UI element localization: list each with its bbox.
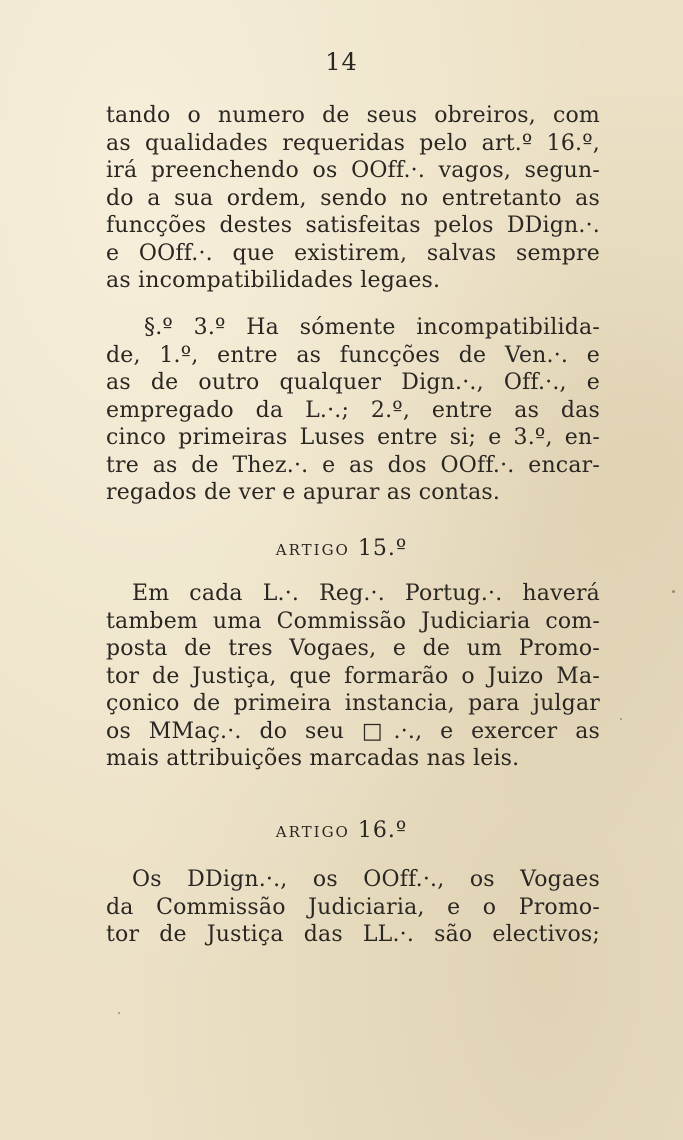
text-line: cinco primeiras Luses entre si; e 3.º, en-: [106, 425, 600, 450]
text-line: as qualidades requeridas pelo art.º 16.º,: [106, 130, 600, 156]
paragraph-continued: [106, 102, 600, 295]
paper-speck: [620, 718, 622, 720]
article-number: 15.º: [357, 536, 408, 561]
paper-speck: [672, 590, 675, 593]
text-line: do a sua ordem, sendo no entretanto as: [106, 185, 600, 211]
text-line: §.º 3.º Ha sómente incompatibilida-: [144, 315, 600, 340]
text-line: os MMaç.·. do seu □.·., e exercer as: [106, 718, 600, 744]
text-line: tor de Justiça, que formarão o Juizo Ma-: [106, 663, 600, 689]
text-line: e OOff.·. que existirem, salvas sempre: [106, 240, 600, 266]
text-line: de, 1.º, entre as funcções de Ven.·. e: [106, 342, 600, 368]
text-line: Em cada L.·. Reg.·. Portug.·. haverá: [132, 581, 600, 606]
text-line: tre as de Thez.·. e as dos OOff.·. encar-: [106, 452, 600, 478]
article-16-heading: [0, 818, 683, 843]
text-line: funcções destes satisfeitas pelos DDign.·.: [106, 213, 600, 238]
article-label: ARTIGO: [275, 823, 350, 841]
paragraph-article-16: [106, 866, 600, 949]
text-line: regados de ver e apurar as contas.: [106, 480, 501, 505]
text-line: mais attribuições marcadas nas leis.: [106, 746, 520, 771]
article-15-heading: [0, 536, 683, 561]
paragraph-section-3: [106, 314, 600, 507]
text-line: as de outro qualquer Dign.·., Off.·., e: [106, 370, 600, 395]
text-line: posta de tres Vogaes, e de um Promo-: [106, 636, 600, 661]
article-number: 16.º: [357, 818, 408, 843]
text-line: irá preenchendo os OOff.·. vagos, segun-: [106, 158, 600, 183]
text-line: çonico de primeira instancia, para julgar: [106, 691, 600, 716]
text-line: as incompatibilidades legaes.: [106, 268, 441, 293]
text-line: tando o numero de seus obreiros, com: [106, 103, 600, 128]
text-line: Os DDign.·., os OOff.·., os Vogaes: [132, 867, 600, 892]
text-line: tor de Justiça das LL.·. são electivos;: [106, 922, 600, 947]
article-label: ARTIGO: [275, 541, 350, 559]
text-line: tambem uma Commissão Judiciaria com-: [106, 608, 600, 634]
paragraph-article-15: [106, 580, 600, 773]
text-line: da Commissão Judiciaria, e o Promo-: [106, 894, 600, 920]
paper-speck: [118, 1012, 120, 1014]
page-number: 14: [325, 48, 358, 76]
text-line: empregado da L.·.; 2.º, entre as das: [106, 397, 600, 423]
